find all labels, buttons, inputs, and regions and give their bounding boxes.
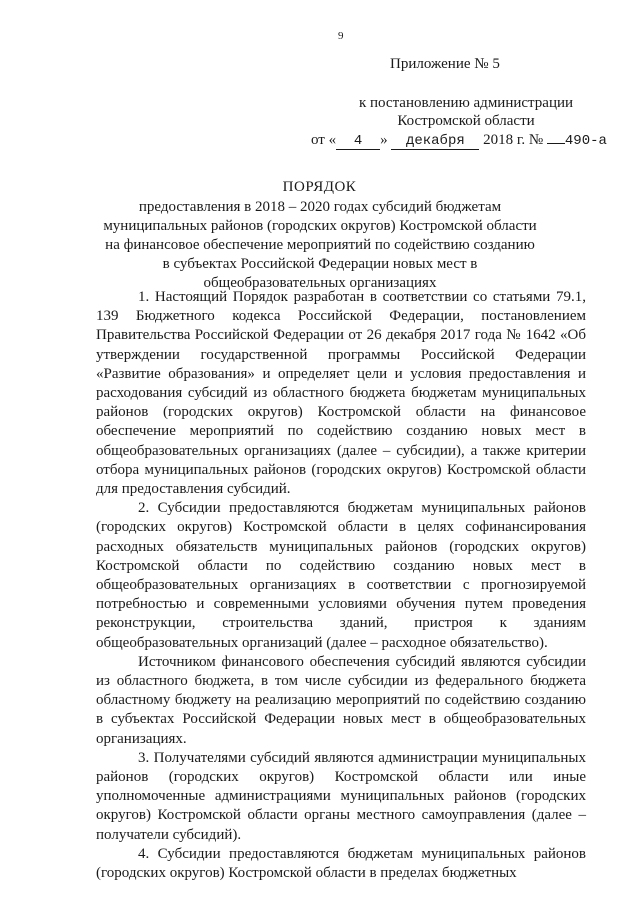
document-subtitle: предоставления в 2018 – 2020 годах субсидий бюджетам муниципальных районов (городских округов) Костромской области на финансовое обеспечение мероприятий по содействию созданию в субъектах Российской Федерации новых мест в общеобразовательных организациях xyxy=(103,199,537,291)
paragraph-3: Источником финансового обеспечения субсидий являются субсидии из областного бюджета, в том числе субсидии из федерального бюджета областному бюджету на реализацию мероприятий по содействию созданию в субъектах Российской Федерации новых мест в общеобразовательных организациях. xyxy=(96,653,586,747)
number-underline xyxy=(547,131,565,144)
paragraph-5: 4. Субсидии предоставляются бюджетам муниципальных районов (городских округов) Костромской области в пределах бюджетных xyxy=(96,845,586,882)
document-body xyxy=(96,288,586,883)
handwritten-number: 490-а xyxy=(564,133,607,149)
date-prefix: от « xyxy=(311,132,337,148)
date-year-text: 2018 г. № xyxy=(483,132,544,148)
appendix-title: Приложение № 5 xyxy=(390,56,500,72)
document-title: ПОРЯДОК xyxy=(282,179,357,195)
appendix-date-line xyxy=(311,131,615,150)
page-number: 9 xyxy=(338,30,344,42)
paragraph-1: 1. Настоящий Порядок разработан в соответствии со статьями 79.1, 139 Бюджетного кодекса Российской Федерации, постановлением Правительства Российской Федерации от 26 декабря 2017 года № 1642 «Об утверждении государственной программы Российской Федерации «Развитие образования» и определяет цели и условия предоставления и расходования субсидий из областного бюджета бюджетам муниципальных районов (городских округов) Костромской области на финансовое обеспечение мероприятий по содействию созданию новых мест в общеобразовательных организациях (далее – субсидии), а также критерии отбора муниципальных районов (городских округов) Костромской области для предоставления субсидий. xyxy=(96,289,586,498)
handwritten-month: декабря xyxy=(391,133,479,150)
date-quote-close: » xyxy=(380,132,388,148)
appendix-reference-line-2: Костромской области xyxy=(397,113,535,129)
paragraph-2: 2. Субсидии предоставляются бюджетам муниципальных районов (городских округов) Костромской области в целях софинансирования расходных обязательств муниципальных районов (городских округов) Костромской области по содействию созданию новых мест в общеобразовательных организациях в соответствии с прогнозируемой потребностью и современными условиями обучения путем проведения реконструкции, строительства зданий, пристроя к зданиям общеобразовательных организаций (далее – расходное обязательство). xyxy=(96,500,586,651)
paragraph-4: 3. Получателями субсидий являются администрации муниципальных районов (городских округов) Костромской области или иные уполномоченные администрациями муниципальных районов (городских округов) Костромской области органы местного самоуправления (далее – получатели субсидий). xyxy=(96,749,586,843)
handwritten-day: 4 xyxy=(336,133,380,150)
appendix-reference-line-1: к постановлению администрации xyxy=(358,95,574,111)
appendix-reference xyxy=(326,94,606,130)
